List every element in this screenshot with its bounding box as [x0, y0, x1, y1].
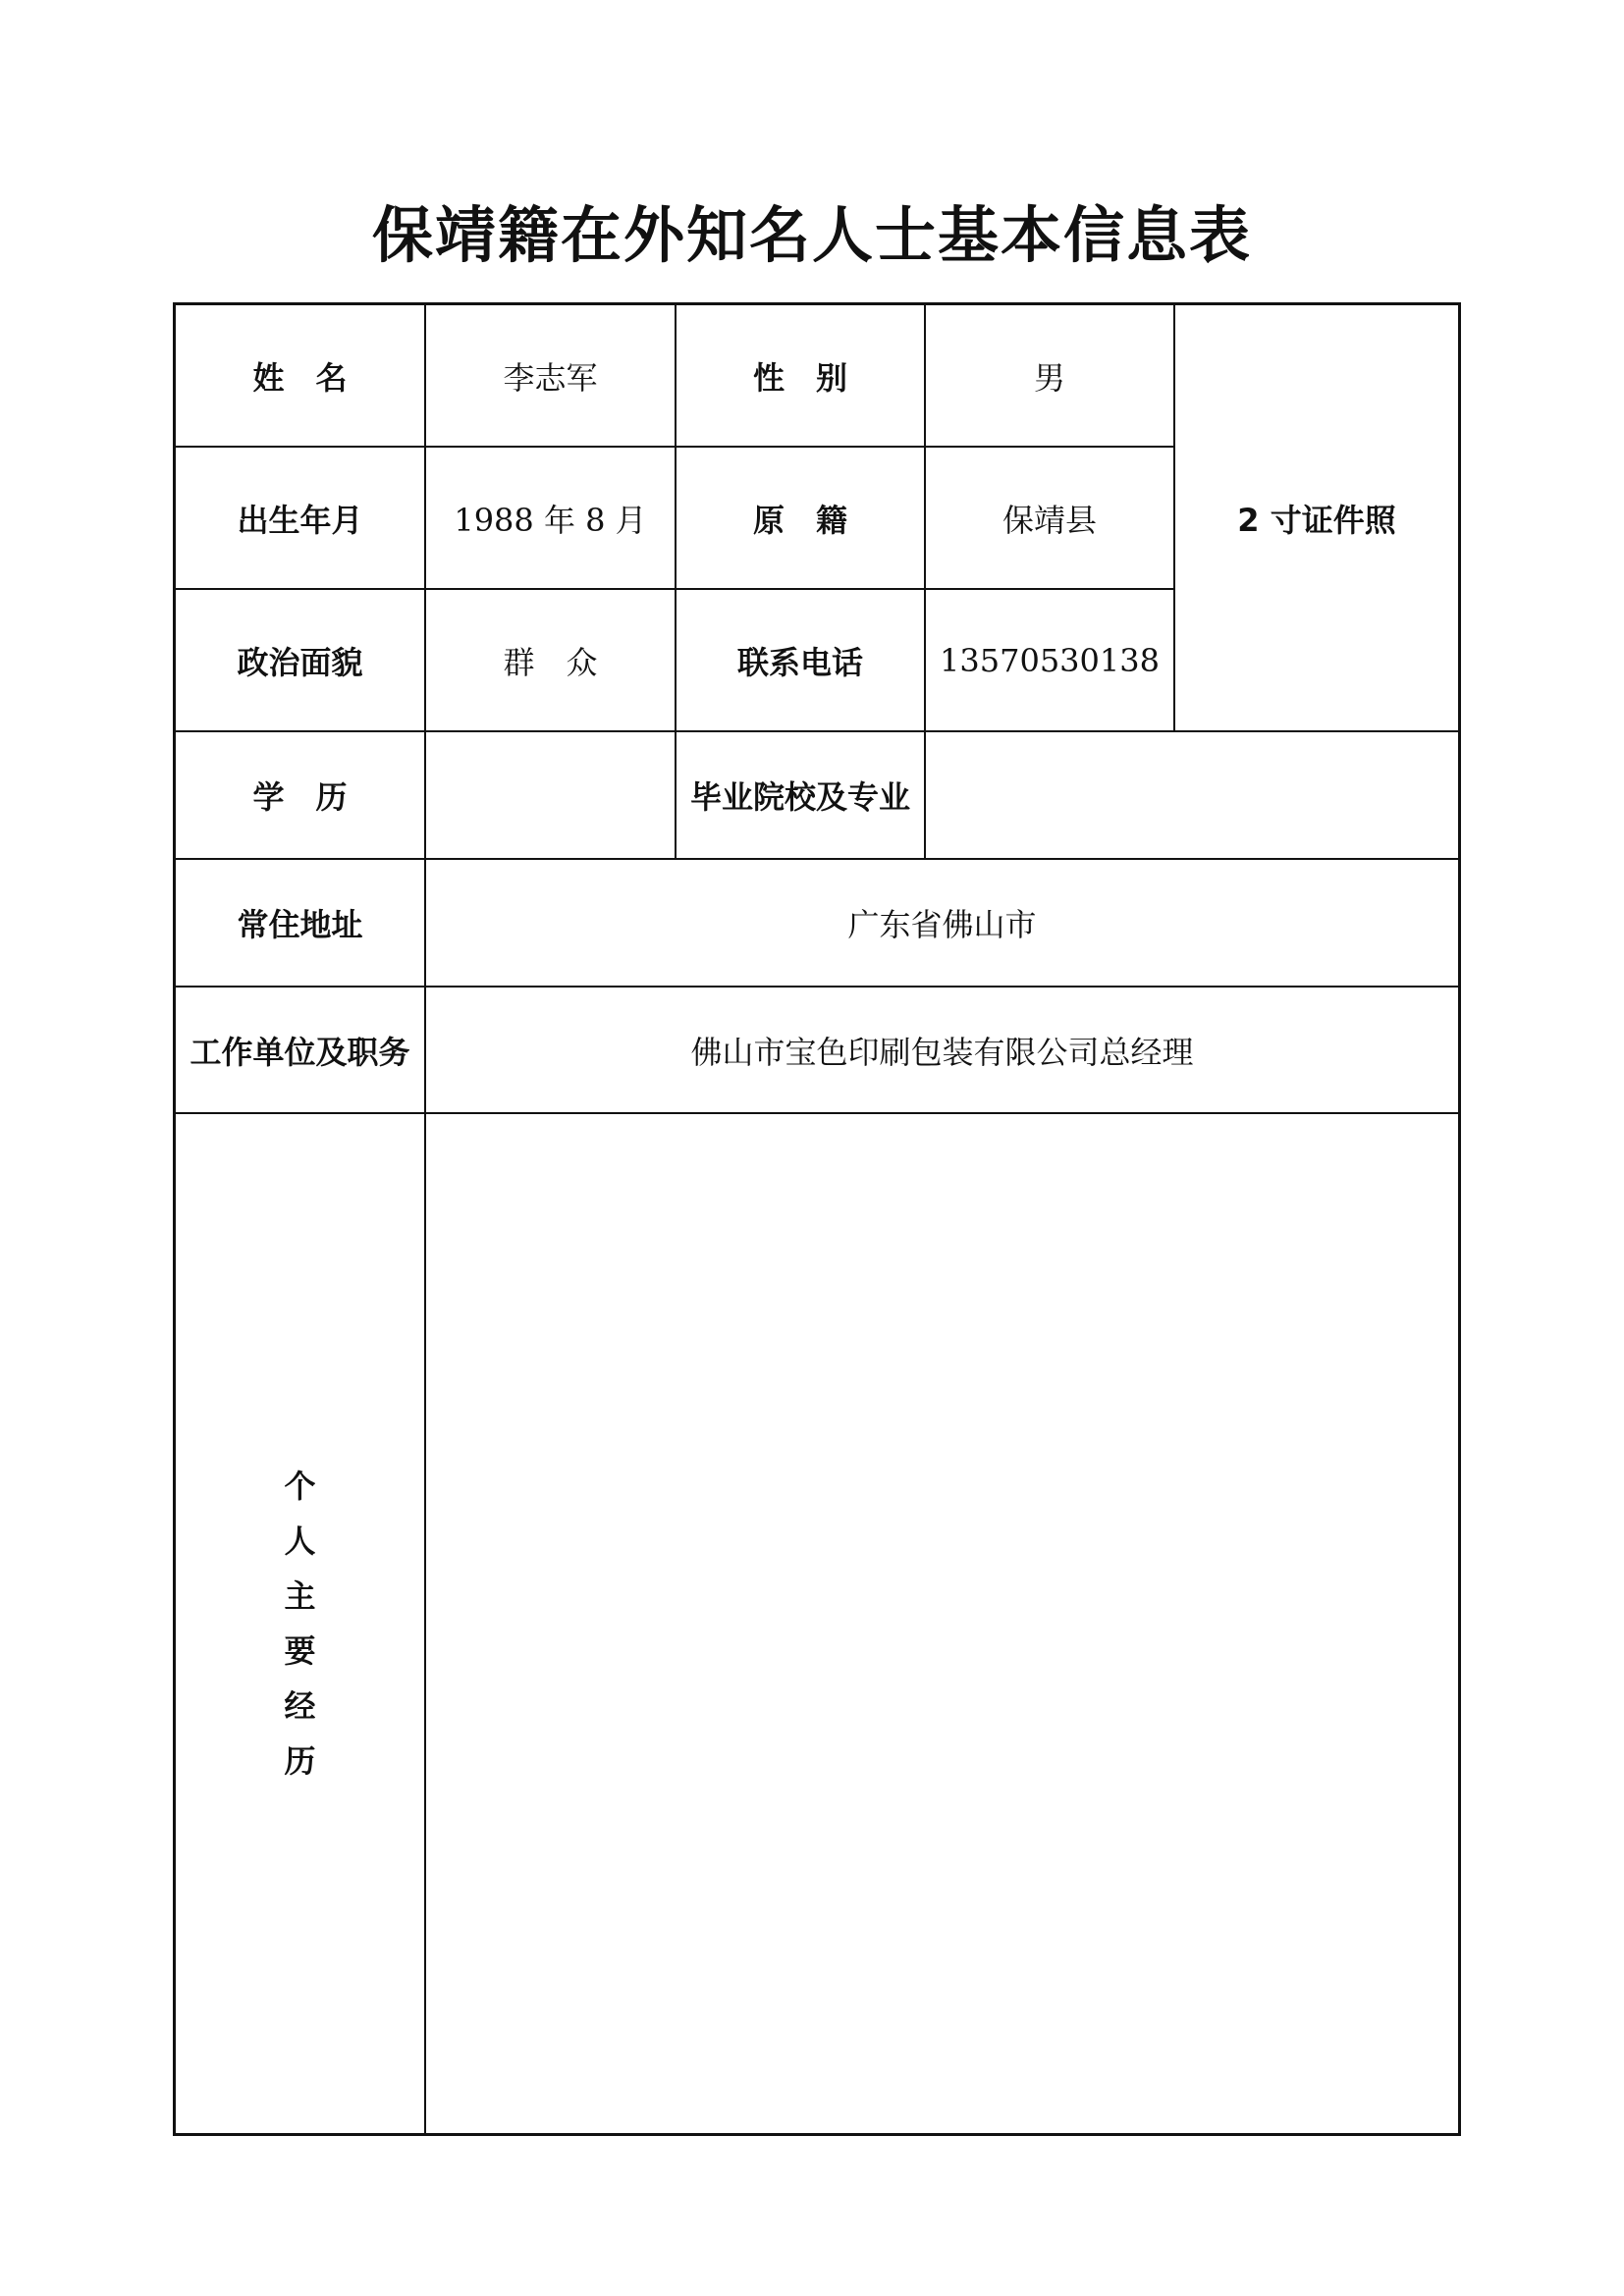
page-title: 保靖籍在外知名人士基本信息表	[371, 199, 1252, 271]
name-field[interactable]: 李志军	[503, 358, 598, 397]
school-major-label: 毕业院校及专业	[689, 778, 910, 816]
native-place-field[interactable]: 保靖县	[1001, 501, 1097, 539]
experience-label-char: 个	[284, 1468, 316, 1505]
education-label: 学 历	[252, 778, 348, 816]
experience-label-char: 人	[284, 1522, 316, 1560]
phone-label: 联系电话	[736, 643, 863, 681]
experience-label-char: 经	[284, 1687, 316, 1725]
gender-field[interactable]: 男	[1033, 358, 1065, 397]
native-place-label: 原 籍	[752, 501, 847, 539]
address-field[interactable]: 广东省佛山市	[847, 906, 1037, 943]
experience-field[interactable]	[426, 1114, 1458, 2133]
political-status-field[interactable]: 群 众	[503, 643, 598, 681]
gender-label: 性 别	[752, 358, 847, 397]
info-form-table	[173, 302, 1461, 2136]
employer-position-field[interactable]: 佛山市宝色印刷包装有限公司总经理	[690, 1033, 1194, 1071]
school-major-field[interactable]	[926, 732, 1458, 858]
experience-label	[176, 1114, 424, 2133]
birth-label: 出生年月	[237, 501, 363, 539]
political-status-label: 政治面貌	[237, 643, 363, 681]
experience-label-char: 要	[284, 1632, 316, 1670]
birth-field[interactable]: 1988 年 8 月	[454, 501, 647, 539]
phone-field[interactable]: 13570530138	[940, 641, 1160, 679]
photo-placeholder[interactable]: 2 寸证件照	[1237, 501, 1396, 539]
experience-label-char: 历	[284, 1742, 316, 1780]
education-field[interactable]	[426, 732, 675, 858]
address-label: 常住地址	[237, 906, 363, 943]
name-label: 姓 名	[252, 358, 348, 397]
employer-position-label: 工作单位及职务	[189, 1033, 410, 1071]
experience-label-char: 主	[284, 1577, 316, 1615]
